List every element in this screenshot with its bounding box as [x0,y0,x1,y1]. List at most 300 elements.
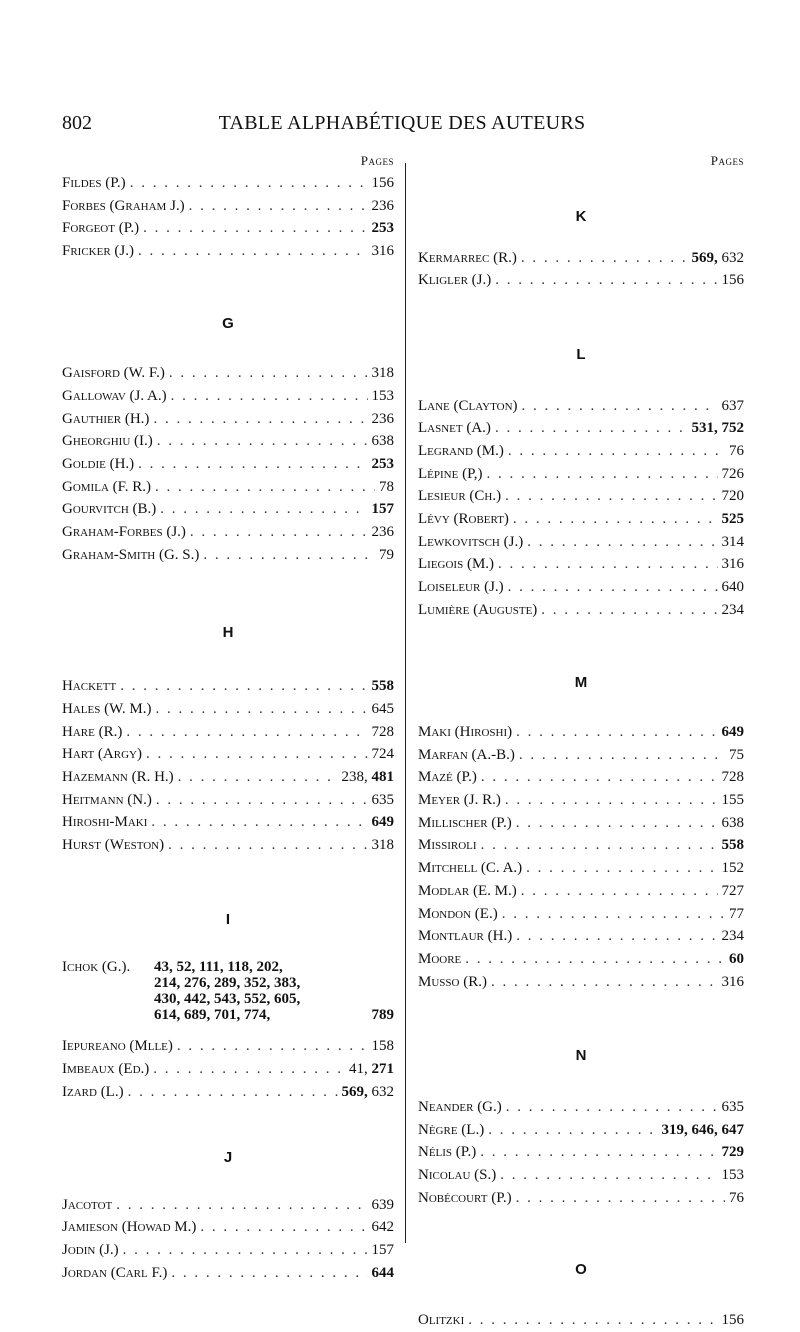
dot-leader [513,508,718,531]
page-refs [372,498,395,521]
page-ref: 729 [721,1144,744,1161]
author-name: Hackett [62,678,117,695]
page-ref: 649 [371,814,394,831]
page-refs [729,744,744,767]
page-ref: 569, [691,249,722,266]
page-ref: 253 [371,220,394,237]
dot-leader [143,217,367,240]
page-refs [372,1262,395,1285]
author-name: Nobécourt (P.) [418,1189,512,1206]
index-entry [418,903,744,926]
author-name: Izard (L.) [62,1083,124,1100]
author-name: Modlar (E. M.) [418,882,517,899]
page-refs [372,834,395,857]
index-entry [62,430,394,453]
page-refs [722,1096,745,1119]
page-ref: 156 [721,272,744,289]
dot-leader [203,544,375,567]
page-ref: 153 [721,1166,744,1183]
author-name: Jordan (Carl F.) [62,1264,168,1281]
dot-leader [521,247,688,270]
index-entry [418,1096,744,1119]
page-ref: 752 [721,420,744,437]
section-letter: N [575,1047,587,1065]
page-ref: 525 [721,511,744,528]
dot-leader [146,743,368,766]
page-refs [722,599,745,622]
page-ref: 76 [729,443,744,460]
author-name: Hurst (Weston) [62,837,165,854]
left-column [62,150,394,1284]
page-number: 802 [62,112,92,134]
author-name: Heitmann (N.) [62,791,152,808]
author-name: Graham-Smith (G. S.) [62,546,200,563]
index-entry [418,395,744,418]
author-name: Kligler (J.) [418,272,492,289]
index-entry [62,362,394,385]
page-ref: 75 [729,746,744,763]
page-refs: 43, 52, 111, 118, 202, [154,959,283,976]
index-entry [62,1081,394,1104]
section-letter: J [223,1149,233,1167]
page-ref: 724 [371,746,394,763]
page-refs [729,440,744,463]
page-ref: 645 [371,700,394,717]
author-name: Mondon (E.) [418,905,498,922]
index-entry [62,498,394,521]
page-refs [692,247,745,270]
index-entry [62,1216,394,1239]
index-entry [62,544,394,567]
author-name: Maki (Hiroshi) [418,724,513,741]
dot-leader [130,172,368,195]
author-name: Lesieur (Ch.) [418,488,502,505]
dot-leader [516,721,717,744]
index-entry [418,1119,744,1142]
section-letter: I [225,910,231,928]
page-refs [372,195,395,218]
dot-leader [516,1187,725,1210]
page-refs [372,743,395,766]
page-refs [372,811,395,834]
author-name: Jacotot [62,1196,113,1213]
author-name: Lévy (Robert) [418,511,509,528]
dot-leader [498,553,717,576]
page-ref: 271 [371,1061,394,1078]
index-entry [418,485,744,508]
dot-leader [487,463,718,486]
author-name: Loiseleur (J.) [418,579,504,596]
dot-leader [481,834,718,857]
page-ref: 558 [721,837,744,854]
index-entry [418,857,744,880]
page-ref: 316 [721,556,744,573]
section-letter: H [222,624,234,642]
index-entry [418,531,744,554]
dot-leader [138,453,367,476]
index-entry [418,269,744,292]
page-ref: 41, [349,1061,372,1078]
page-refs [372,453,395,476]
page-refs [372,172,395,195]
page-ref: 318 [371,837,394,854]
author-name: Nègre (L.) [418,1121,485,1138]
dot-leader [156,789,368,812]
page-ref: 155 [721,792,744,809]
author-name: Hazemann (R. H.) [62,768,174,785]
page-refs [372,521,395,544]
page-ref: 76 [729,1189,744,1206]
section-letter: L [576,346,586,364]
page-refs [372,1216,395,1239]
author-name: Nélis (P.) [418,1144,477,1161]
page-refs [722,1141,745,1164]
author-name: Mazé (P.) [418,769,477,786]
author-name: Musso (R.) [418,973,487,990]
index-entry [62,453,394,476]
page-refs [372,675,395,698]
dot-leader [506,1096,718,1119]
page-refs [722,485,745,508]
pages-label: Pages [360,153,394,168]
page-refs [662,1119,745,1142]
dot-leader [468,1309,717,1332]
page-ref: 78 [379,478,394,495]
author-name: Goldie (H.) [62,456,135,472]
index-entry [418,925,744,948]
page-ref: 316 [371,243,394,260]
index-entry [62,743,394,766]
index-entry [62,1194,394,1217]
dot-leader [178,766,338,789]
index-entry [418,247,744,270]
page-refs [349,1058,394,1081]
index-entry [418,599,744,622]
dot-leader [116,1194,367,1217]
author-name: Neander (G.) [418,1098,502,1115]
index-entry [418,576,744,599]
dot-leader [171,385,368,408]
index-entry [418,948,744,971]
index-entry [62,1262,394,1285]
page-ref: 153 [371,387,394,404]
page-ref: 728 [371,723,394,740]
author-name: Montlaur (H.) [418,928,513,945]
index-entry [62,217,394,240]
page-ref: 318 [371,365,394,382]
author-name: Legrand (M.) [418,443,504,460]
column-divider [405,163,406,1243]
dot-leader [171,1262,367,1285]
page-refs [372,1035,395,1058]
index-entry [62,385,394,408]
author-name: Gallowav (J. A.) [62,387,167,404]
dot-leader [126,721,367,744]
dot-leader [155,476,375,499]
dot-leader [522,395,718,418]
author-name: Gaisford (W. F.) [62,365,165,382]
author-name: Gomila (F. R.) [62,478,152,495]
page-ref: 720 [721,488,744,505]
page-ref: 234 [721,601,744,618]
page-ref: 727 [721,882,744,899]
index-entry [418,1164,744,1187]
dot-leader [505,485,717,508]
page-refs [372,240,395,263]
page-refs [722,721,745,744]
author-name: Missiroli [418,837,477,854]
page-refs [722,553,745,576]
page-refs [722,789,745,812]
page-refs: 614, 689, 701, 774, [154,1007,271,1024]
author-name: Gauthier (H.) [62,410,150,427]
author-name: Millischer (P.) [418,814,512,831]
index-entry [418,1309,744,1332]
page-header [62,112,742,142]
index-entry [418,789,744,812]
page-ref: 152 [721,860,744,877]
dot-leader [488,1119,657,1142]
page-refs [372,1194,395,1217]
index-entry [62,1058,394,1081]
index-entry [418,971,744,994]
dot-leader [169,362,368,385]
dot-leader [120,675,367,698]
author-name: Imbeaux (Ed.) [62,1061,150,1078]
page-ref: 789 [371,1007,394,1024]
author-name: Hart (Argy) [62,746,142,763]
page-ref: 253 [371,456,394,472]
dot-leader [541,599,717,622]
dot-leader [481,766,718,789]
index-entry [62,521,394,544]
author-name: Ichok (G.). [62,959,131,976]
author-name: Hiroshi-Maki [62,814,148,831]
dot-leader [190,521,368,544]
page-refs [722,971,745,994]
dot-leader [189,195,368,218]
page-ref: 632 [371,1083,394,1100]
index-entry [62,1239,394,1262]
index-entry [418,553,744,576]
page-ref-line [62,991,394,1007]
page-ref: 156 [371,175,394,191]
author-name: Forgeot (P.) [62,220,140,237]
page-refs [342,1081,395,1104]
page-ref: 635 [371,791,394,808]
index-entry [418,1187,744,1210]
dot-leader [516,812,718,835]
index-entry [418,834,744,857]
page-ref: 236 [371,410,394,427]
page-ref: 569, [341,1083,372,1100]
dot-leader [527,531,717,554]
section-letter: K [575,208,587,225]
page-ref: 60 [729,950,744,967]
index-entry [62,476,394,499]
dot-leader [123,1239,368,1262]
author-name: Lane (Clayton) [418,397,518,414]
page-ref: 79 [379,546,394,563]
dot-leader [491,971,718,994]
dot-leader [153,408,367,431]
dot-leader [480,1141,717,1164]
author-name: Fildes (P.) [62,175,126,191]
index-entry [62,172,394,195]
author-name: Iepureano (Mlle) [62,1038,173,1055]
author-name: Lasnet (A.) [418,420,491,437]
page-refs: 430, 442, 543, 552, 605, [154,991,301,1008]
author-name: Meyer (J. R.) [418,792,501,809]
index-entry [418,812,744,835]
section-letter: M [574,673,588,691]
right-column [418,150,744,1332]
page-refs [722,857,745,880]
page-refs [722,1164,745,1187]
dot-leader [153,1058,345,1081]
page-refs [722,531,745,554]
page-ref: 316 [721,973,744,990]
page-refs: 214, 276, 289, 352, 383, [154,975,301,992]
section-letter: O [575,1261,587,1279]
page-ref: 77 [729,905,744,922]
dot-leader [151,811,367,834]
index-entry [418,463,744,486]
index-entry [62,811,394,834]
author-name: Hare (R.) [62,723,123,740]
page-refs [722,463,745,486]
index-entry [62,789,394,812]
page-refs [722,766,745,789]
page-ref: 481 [371,768,394,785]
dot-leader [155,698,367,721]
page-refs [372,430,395,453]
dot-leader [177,1035,368,1058]
page-refs [722,812,745,835]
dot-leader [157,430,368,453]
dot-leader [465,948,725,971]
dot-leader [500,1164,717,1187]
dot-leader [516,925,717,948]
index-entry [418,721,744,744]
author-name: Forbes (Graham J.) [62,197,185,214]
dot-leader [138,240,367,263]
page-refs [722,834,745,857]
page-ref: 644 [371,1264,394,1281]
page-ref: 640 [721,579,744,596]
index-entry [62,675,394,698]
author-name: Gourvitch (B.) [62,501,157,518]
index-entry [62,766,394,789]
page-ref: 236 [371,524,394,541]
index-entry [418,417,744,440]
page-ref: 158 [371,1038,394,1055]
page-ref-line [62,959,394,975]
index-entry-multiline [62,959,394,1023]
page-refs [372,217,395,240]
page-ref: 157 [371,1241,394,1258]
author-name: Jamieson (Howad M.) [62,1219,197,1236]
page-ref: 319, 646, [661,1121,722,1138]
page-refs [722,880,745,903]
page-refs [342,766,395,789]
page-refs [729,903,744,926]
author-name: Gheorghiu (I.) [62,433,153,450]
dot-leader [200,1216,367,1239]
page-refs [372,1239,395,1262]
author-name: Mitchell (C. A.) [418,860,523,877]
page-ref: 642 [371,1219,394,1236]
page-ref: 649 [721,724,744,741]
page-refs [722,576,745,599]
page-refs [379,544,394,567]
index-entry [62,721,394,744]
dot-leader [495,269,717,292]
dot-leader [521,880,718,903]
index-entry [62,240,394,263]
author-name: Liegois (M.) [418,556,495,573]
author-name: Lumière (Auguste) [418,601,538,618]
dot-leader [505,789,718,812]
index-entry [418,440,744,463]
dot-leader [128,1081,338,1104]
page-refs [372,385,395,408]
index-entry [418,744,744,767]
index-entry [62,408,394,431]
dot-leader [502,903,725,926]
index-entry [418,1141,744,1164]
page-refs [722,269,745,292]
page-refs [372,698,395,721]
page-refs [722,1309,745,1332]
author-name: Nicolau (S.) [418,1166,497,1183]
index-entry [418,766,744,789]
index-entry [418,508,744,531]
index-entry [418,880,744,903]
page-ref: 156 [721,1311,744,1328]
page-ref: 314 [721,533,744,550]
author-name: Hales (W. M.) [62,700,152,717]
dot-leader [160,498,367,521]
dot-leader [168,834,367,857]
author-name: Jodin (J.) [62,1241,119,1258]
dot-leader [495,417,688,440]
page-ref: 238, [341,768,372,785]
page-refs [379,476,394,499]
page-ref: 637 [721,397,744,414]
author-name: Lépine (P,) [418,465,483,482]
pages-label: Pages [710,153,744,168]
page-ref-line [62,975,394,991]
page-refs [372,408,395,431]
page-ref: 234 [721,928,744,945]
page-ref: 635 [721,1098,744,1115]
page-refs [372,721,395,744]
page-ref: 638 [721,814,744,831]
page-ref: 632 [721,249,744,266]
page-ref: 726 [721,465,744,482]
page-title: TABLE ALPHABÉTIQUE DES AUTEURS [218,112,586,134]
page-ref: 558 [371,678,394,695]
index-entry [62,1035,394,1058]
page-ref: 647 [721,1121,744,1138]
section-letter: G [222,314,234,332]
page-ref: 531, [691,420,722,437]
dot-leader [519,744,725,767]
dot-leader [508,576,718,599]
author-name: Marfan (A.-B.) [418,746,515,763]
dot-leader [526,857,717,880]
